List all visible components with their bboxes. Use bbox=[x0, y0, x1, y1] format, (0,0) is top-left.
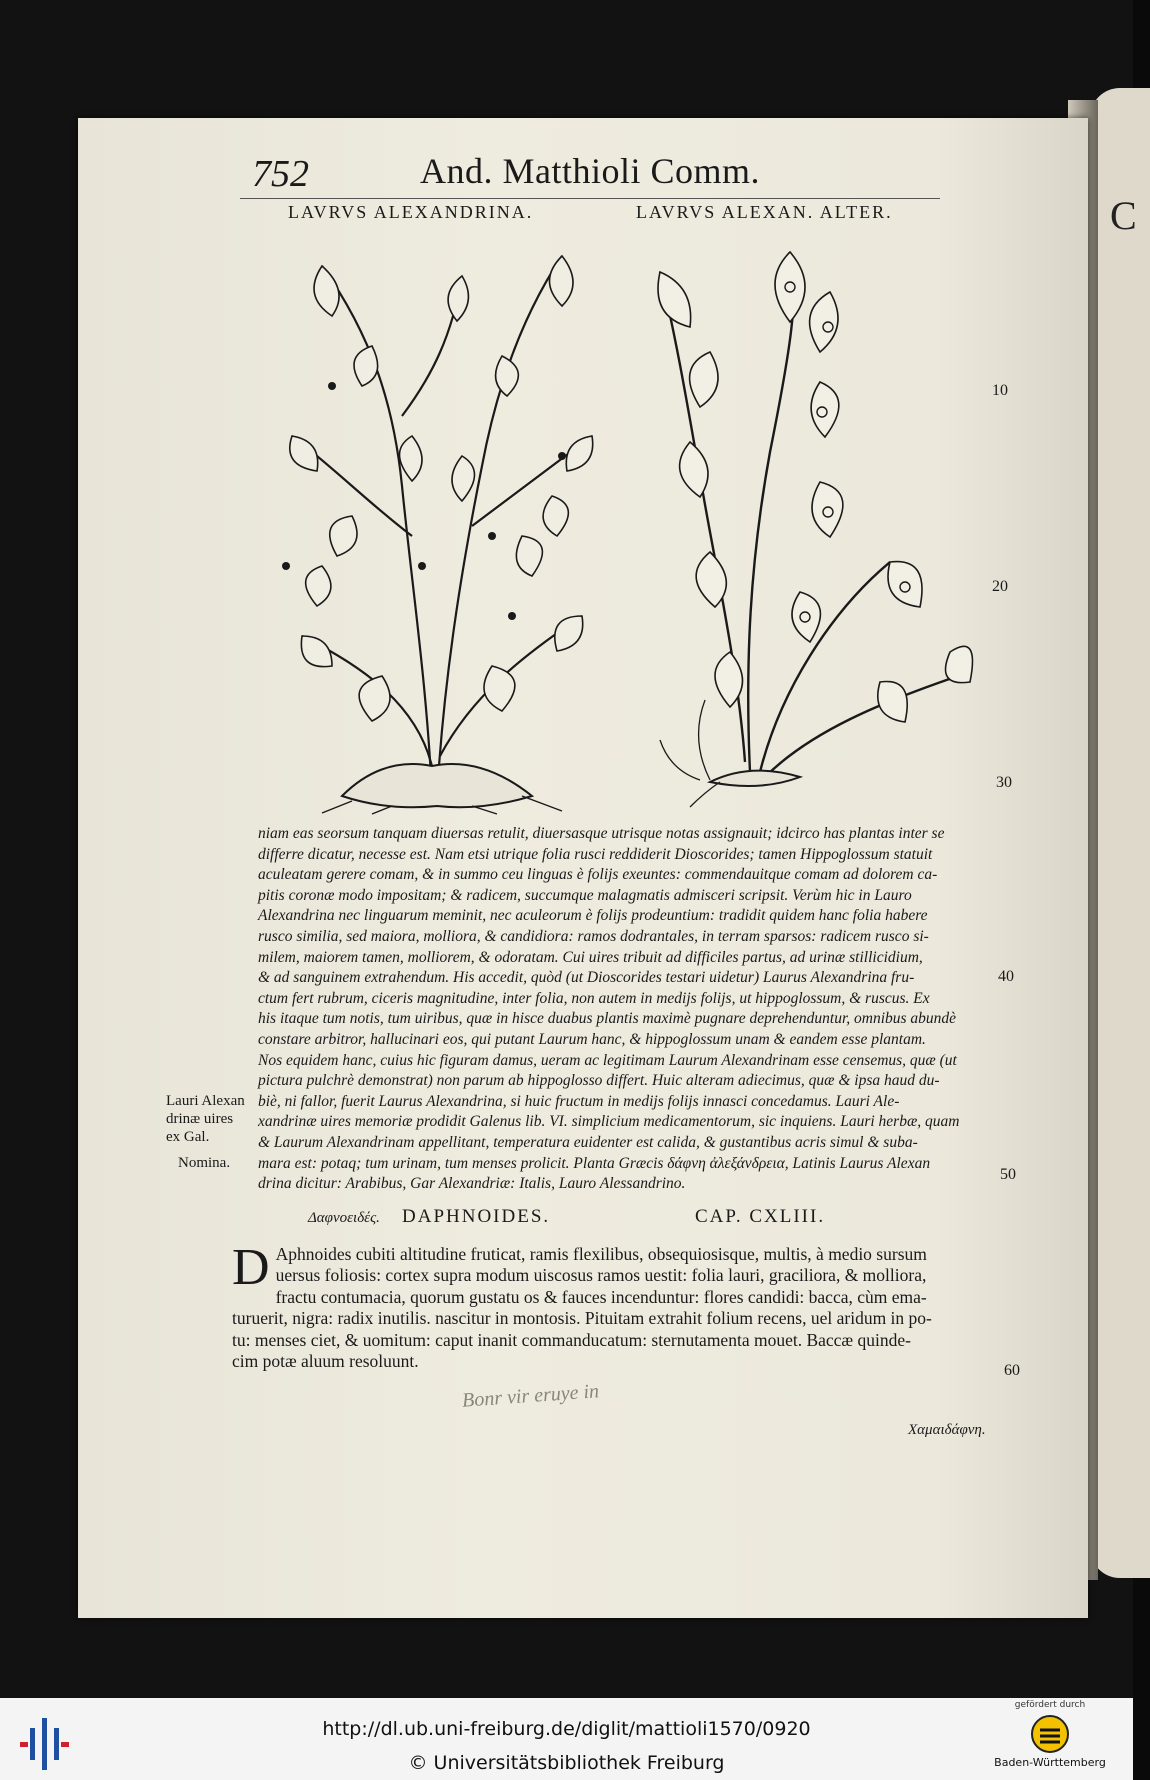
text-line: pictura pulchrè demonstrat) non parum ab hippoglosso differt. Huic alteram adiecimus, quæ & ipsa haud du- bbox=[258, 1072, 940, 1090]
sponsor-label: gefördert durch bbox=[1014, 1700, 1086, 1710]
line-number: 60 bbox=[1004, 1362, 1020, 1379]
text-line: rusco similia, sed maiora, molliora, & candidiora: ramos dodrantales, in terram sparsos: radicem rusco si- bbox=[258, 927, 929, 945]
coat-of-arms-icon bbox=[1030, 1714, 1070, 1754]
text-line: turuerit, nigra: radix inutilis. nascitur in montosis. Pituitam extrahit folium recens, uel aridum in po- bbox=[232, 1308, 932, 1329]
header-rule bbox=[240, 198, 940, 199]
text-line: aculeatam gerere comam, & in summo ceu linguas è folijs exeuntes: commendauitque comam ad dolorem ca- bbox=[258, 866, 938, 884]
section-chapter: CAP. CXLIII. bbox=[695, 1206, 826, 1227]
text-line: pitis coronæ modo impositam; & radicem, succumque malagmatis admisceri scripsit. Verùm hic in Lauro bbox=[258, 886, 912, 904]
text-line: Nos equidem hanc, cuius hic figuram damus, ueram ac legitimam Laurum Alexandrinam esse censemus, quæ (ut bbox=[258, 1051, 957, 1069]
text-line: Alexandrina nec linguarum meminit, nec aculeorum è folijs prodeuntium: tradidit quidem hanc folia habere bbox=[258, 907, 928, 925]
woodcut-laurus-alexandrina bbox=[262, 236, 602, 816]
catchword: Χαμαιδάφνη. bbox=[908, 1422, 986, 1438]
permalink-url[interactable]: http://dl.ub.uni-freiburg.de/diglit/mattioli1570/0920 bbox=[322, 1718, 811, 1740]
caption-left: LAVRVS ALEXANDRINA. bbox=[288, 202, 534, 222]
text-line: tu: menses ciet, & uomitum: caput inanit commanducatum: sternutamenta mouet. Baccæ quinde- bbox=[232, 1329, 911, 1350]
text-line: differre dicatur, necesse est. Nam etsi utrique folia rusci reddiderit Dioscorides; tamen Hippoglossum statuit bbox=[258, 845, 933, 863]
margin-note-galen: Lauri Alexan drinæ uires ex Gal. bbox=[166, 1093, 245, 1145]
woodcut-laurus-alexan-alter bbox=[650, 232, 990, 802]
line-number: 50 bbox=[1000, 1166, 1016, 1183]
text-line: & ad sanguinem extrahendum. His accedit, quòd (ut Dioscorides testari uidetur) Laurus Alexandrina fru- bbox=[258, 969, 915, 987]
copyright-notice: © Universitätsbibliothek Freiburg bbox=[408, 1752, 725, 1774]
text-line: Aphnoides cubiti altitudine fruticat, ramis flexilibus, obsequiosisque, multis, à medio sursum bbox=[275, 1244, 927, 1264]
line-number: 10 bbox=[992, 382, 1008, 399]
text-line: biè, ni fallor, fuerit Laurus Alexandrina, si huic fructum in medijs folijs innasci concedamus. Lauri Ale- bbox=[258, 1092, 900, 1110]
page-header: And. Matthioli Comm. bbox=[420, 151, 761, 191]
section-title: DAPHNOIDES. bbox=[402, 1206, 551, 1227]
text-line: uersus foliosis: cortex supra modum uiscosus ramos uestit: folia lauri, graciliora, & molliora, bbox=[275, 1265, 927, 1286]
sponsor-logo bbox=[985, 1700, 1115, 1769]
text-line: xandrinæ uires memoriæ prodidit Galenus lib. VI. simplicium medicamentorum, sic inquiens. Lauri herbæ, quam bbox=[258, 1113, 960, 1131]
text-line: milem, maiorem tamen, molliorem, & odoratam. Cui uires tribuit ad difficiles partus, ad urinæ stillicidium, bbox=[258, 948, 923, 966]
handwritten-note: Bonr vir eruye in bbox=[461, 1380, 600, 1412]
text-line: ctum fert rubrum, ciceris magnitudine, inter folia, non autem in medijs folijs, ut hippoglossum, & ruscus. Ex bbox=[258, 989, 930, 1007]
commentary-text bbox=[258, 824, 990, 1195]
line-number: 20 bbox=[992, 578, 1008, 595]
text-line: cim potæ aluum resoluunt. bbox=[232, 1351, 419, 1372]
text-line: drina dicitur: Arabibus, Gar Alexandriæ: Italis, Lauro Alessandrino. bbox=[258, 1175, 686, 1193]
text-line: mara est: potaq; tum urinam, tum menses prolicit. Planta Græcis δάφνη ἀλεξάνδρεια, Latinis Laurus Alexan bbox=[258, 1154, 931, 1172]
text-line: niam eas seorsum tanquam diuersas retulit, diuersasque utrisque notas assignauit; idcirco has plantas inter se bbox=[258, 825, 945, 842]
text-line: constare arbitror, hallucinari eos, qui putant Laurum hanc, & hippoglossum unam & eandem esse plantam. bbox=[258, 1030, 926, 1048]
drop-cap: D bbox=[232, 1239, 270, 1296]
text-line: & Laurum Alexandrinam appellitant, temperatura euidenter est calida, & gustantibus acris simul & suba- bbox=[258, 1133, 918, 1151]
line-number: 30 bbox=[996, 774, 1012, 791]
margin-note-nomina: Nomina. bbox=[178, 1155, 231, 1171]
facing-page: C bbox=[1090, 88, 1150, 1578]
text-line: fractu contumacia, quorum gustatu os & fauces incenduntur: flores candidi: bacca, cùm ema- bbox=[275, 1286, 927, 1307]
section-greek: Δαφνοειδές. bbox=[308, 1210, 380, 1226]
sponsor-name: Baden-Württemberg bbox=[994, 1756, 1106, 1769]
text-line: his itaque tum notis, tum uiribus, quæ in hisce duabus plantis maximè pugnare deprehenduntur, omnibus abundè bbox=[258, 1010, 957, 1028]
line-number: 40 bbox=[998, 968, 1014, 985]
page-number: 752 bbox=[252, 153, 309, 195]
caption-right: LAVRVS ALEXAN. ALTER. bbox=[636, 202, 893, 222]
daphnoides-text bbox=[232, 1239, 992, 1372]
